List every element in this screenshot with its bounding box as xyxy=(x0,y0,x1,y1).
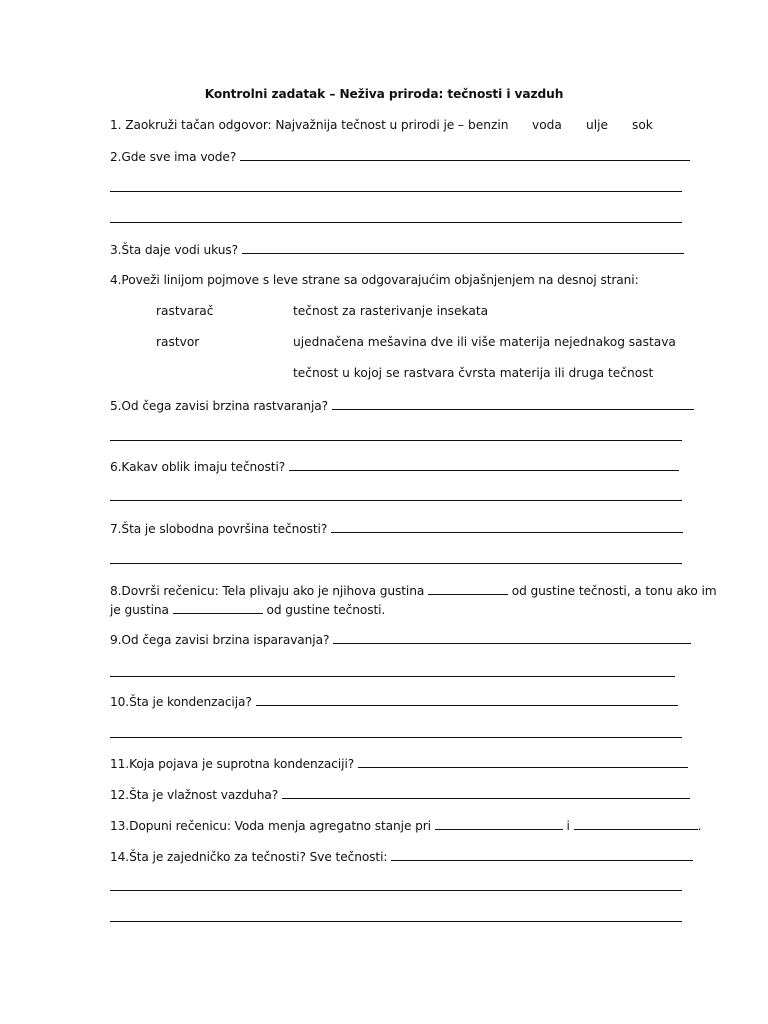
question-4 xyxy=(110,272,639,288)
state-blank-2[interactable] xyxy=(574,817,698,830)
answer-option-voda[interactable]: voda xyxy=(532,118,562,132)
question-13-text-part1: 13.Dopuni rečenicu: Voda menja agregatno stanje pri xyxy=(110,819,431,833)
question-10 xyxy=(110,693,678,710)
answer-line[interactable] xyxy=(110,921,682,922)
question-6 xyxy=(110,458,679,475)
answer-line[interactable] xyxy=(256,693,678,706)
answer-line[interactable] xyxy=(333,631,691,644)
question-14 xyxy=(110,848,693,865)
answer-line[interactable] xyxy=(331,520,683,533)
question-8 xyxy=(110,582,717,599)
question-7-text: 7.Šta je slobodna površina tečnosti? xyxy=(110,522,328,536)
question-9 xyxy=(110,631,691,648)
density-blank-2[interactable] xyxy=(173,601,263,614)
worksheet-title: Kontrolni zadatak – Neživa priroda: tečnosti i vazduh xyxy=(204,87,564,101)
answer-line[interactable] xyxy=(242,241,684,254)
question-13-text-part3: . xyxy=(697,819,702,833)
definition-3[interactable]: tečnost u kojoj se rastvara čvrsta materija ili druga tečnost xyxy=(293,366,654,380)
question-1-text: 1. Zaokruži tačan odgovor: Najvažnija tečnost u prirodi je – xyxy=(110,118,464,132)
question-3-text: 3.Šta daje vodi ukus? xyxy=(110,243,238,257)
question-5-text: 5.Od čega zavisi brzina rastvaranja? xyxy=(110,399,328,413)
answer-line[interactable] xyxy=(240,148,690,161)
term-rastvarac[interactable]: rastvarač xyxy=(156,304,214,318)
question-8-text-part1: 8.Dovrši rečenicu: Tela plivaju ako je njihova gustina xyxy=(110,584,425,598)
question-9-text: 9.Od čega zavisi brzina isparavanja? xyxy=(110,633,330,647)
answer-line[interactable] xyxy=(110,440,682,441)
answer-line[interactable] xyxy=(110,191,682,192)
answer-line[interactable] xyxy=(110,890,682,891)
question-8-continued xyxy=(110,601,385,618)
answer-option-ulje[interactable]: ulje xyxy=(586,118,608,132)
answer-line[interactable] xyxy=(110,500,682,501)
question-3 xyxy=(110,241,684,258)
question-4-text: 4.Poveži linijom pojmove s leve strane sa odgovarajućim objašnjenjem na desnoj strani: xyxy=(110,273,639,287)
question-2 xyxy=(110,148,690,165)
question-11-text: 11.Koja pojava je suprotna kondenzaciji? xyxy=(110,757,355,771)
state-blank-1[interactable] xyxy=(435,817,563,830)
answer-line[interactable] xyxy=(332,397,694,410)
density-blank-1[interactable] xyxy=(428,582,508,595)
question-12 xyxy=(110,786,690,803)
answer-line[interactable] xyxy=(110,737,682,738)
definition-2[interactable]: ujednačena mešavina dve ili više materija nejednakog sastava xyxy=(293,335,676,349)
question-14-text: 14.Šta je zajedničko za tečnosti? Sve tečnosti: xyxy=(110,850,388,864)
answer-line[interactable] xyxy=(358,755,688,768)
question-10-text: 10.Šta je kondenzacija? xyxy=(110,695,252,709)
question-1 xyxy=(110,117,464,133)
answer-line[interactable] xyxy=(110,563,682,564)
question-8-text-part3: je gustina xyxy=(110,603,169,617)
answer-line[interactable] xyxy=(110,676,675,677)
question-11 xyxy=(110,755,688,772)
answer-option-sok[interactable]: sok xyxy=(632,118,653,132)
answer-line[interactable] xyxy=(282,786,690,799)
term-rastvor[interactable]: rastvor xyxy=(156,335,200,349)
question-8-text-part4: od gustine tečnosti. xyxy=(266,603,386,617)
question-13-text-part2: i xyxy=(566,819,570,833)
answer-option-benzin[interactable]: benzin xyxy=(468,118,509,132)
question-2-text: 2.Gde sve ima vode? xyxy=(110,150,237,164)
answer-line[interactable] xyxy=(110,222,682,223)
answer-line[interactable] xyxy=(289,458,679,471)
answer-line[interactable] xyxy=(391,848,693,861)
question-7 xyxy=(110,520,683,537)
question-6-text: 6.Kakav oblik imaju tečnosti? xyxy=(110,460,286,474)
question-13 xyxy=(110,817,701,834)
question-5 xyxy=(110,397,694,414)
definition-1[interactable]: tečnost za rasterivanje insekata xyxy=(293,304,489,318)
question-8-text-part2: od gustine tečnosti, a tonu ako im xyxy=(511,584,717,598)
question-12-text: 12.Šta je vlažnost vazduha? xyxy=(110,788,279,802)
